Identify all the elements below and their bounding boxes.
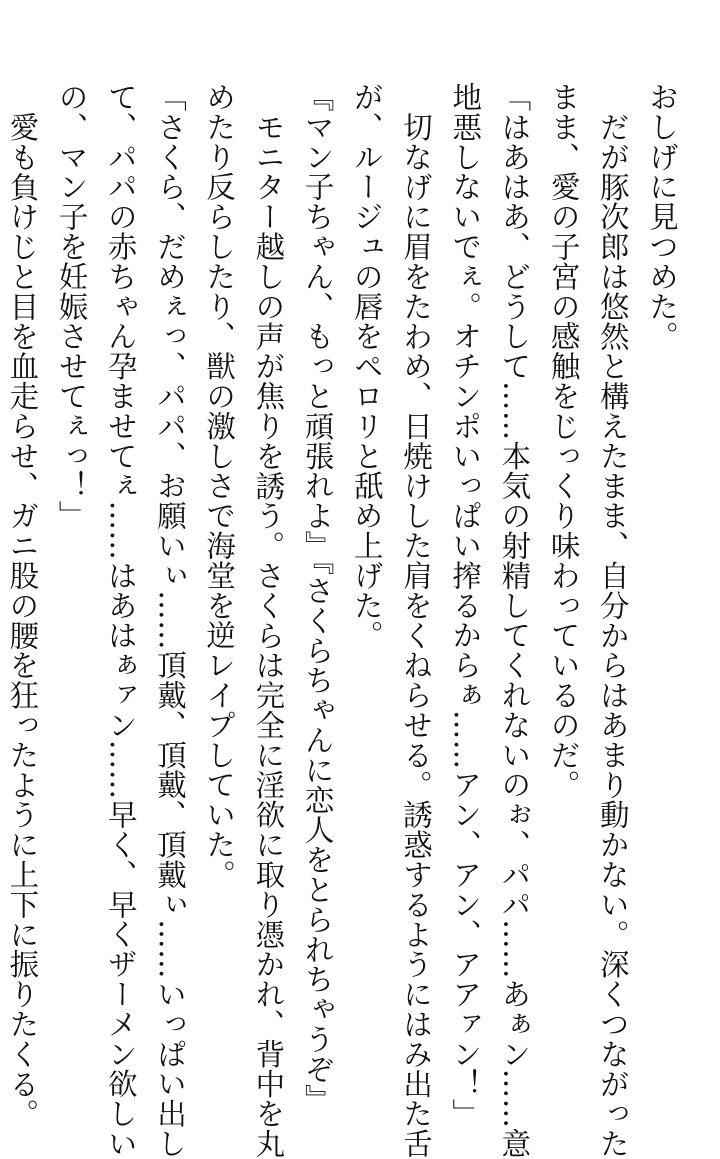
text-line: が、ルージュの唇をペロリと舐め上げた。 bbox=[349, 82, 384, 651]
text-line: だが豚次郎は悠然と構えたまま、自分からはあまり動かない。深くつながった bbox=[595, 112, 630, 1159]
text-line: 「はあはあ、どうして……本気の射精してくれないのぉ、パパ……あぁン……意 bbox=[497, 82, 532, 1159]
text-line: の、マン子を妊娠させてぇっ！」 bbox=[54, 82, 89, 531]
text-line: 愛も負けじと目を血走らせ、ガニ股の腰を狂ったように上下に振りたくる。 bbox=[5, 112, 40, 1129]
text-line: めたり反らしたり、獣の激しさで海堂を逆レイプしていた。 bbox=[202, 82, 237, 890]
text-line: おしげに見つめた。 bbox=[645, 82, 679, 352]
text-line: モニター越しの声が焦りを誘う。さくらは完全に淫欲に取り憑かれ、背中を丸 bbox=[251, 112, 286, 1159]
text-line: 切なげに眉をたわめ、日焼けした肩をくねらせる。誘惑するようにはみ出た舌 bbox=[398, 112, 433, 1159]
text-line: 「さくら、だめぇっ、パパ、お願いぃ……頂戴、頂戴、頂戴ぃ……いっぱい出し bbox=[152, 82, 187, 1159]
vertical-text-block bbox=[0, 82, 686, 1159]
text-line: て、パパの赤ちゃん孕ませてぇ……はあはぁァン……早く、早くザーメン欲しい bbox=[103, 82, 138, 1159]
text-line: 地悪しないでぇ。オチンポいっぱい搾るからぁ……アン、アン、アアァン！」 bbox=[448, 82, 483, 1129]
text-line: まま、愛の子宮の感触をじっくり味わっているのだ。 bbox=[546, 82, 581, 800]
text-line: 『マン子ちゃん、もっと頑張れよ』『さくらちゃんに恋人をとられちゃうぞ』 bbox=[300, 82, 335, 1114]
